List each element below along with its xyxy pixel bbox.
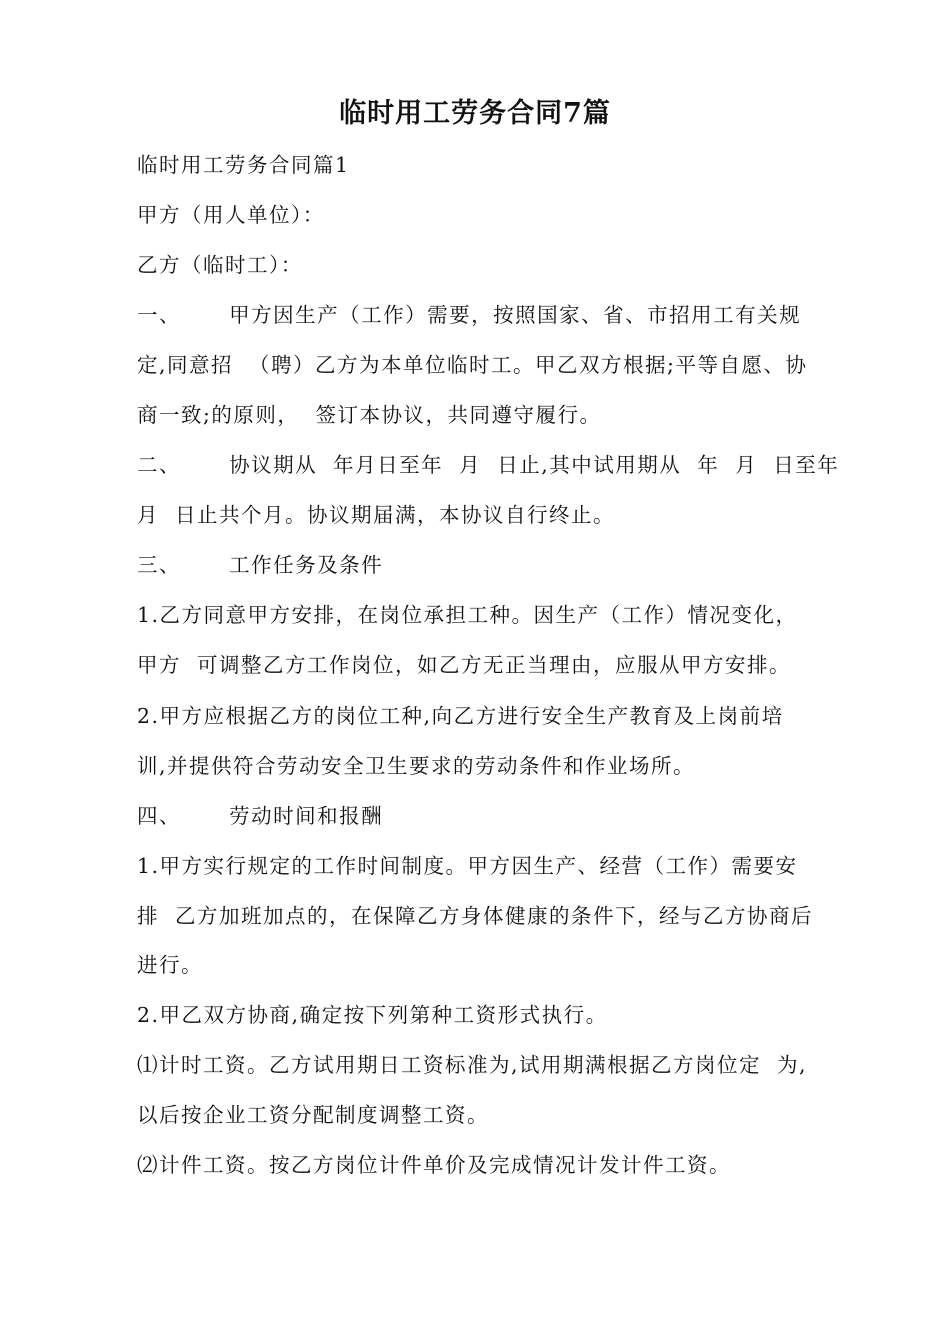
paragraph-line: 1.甲方实行规定的工作时间制度。甲方因生产、经营（工作）需要安 <box>137 854 798 878</box>
clause-heading: 三、 工作任务及条件 <box>137 553 384 577</box>
section-heading: 临时用工劳务合同篇1 <box>137 153 350 177</box>
paragraph-line: 一、 甲方因生产（工作）需要，按照国家、省、市招用工有关规 <box>137 303 802 327</box>
paragraph-line: ⑵计件工资。按乙方岗位计件单价及完成情况计发计件工资。 <box>137 1153 731 1177</box>
paragraph-line: 进行。 <box>137 953 203 977</box>
paragraph-line: 二、 协议期从 年月日至年 月 日止,其中试用期从 年 月 日至年 <box>137 453 840 477</box>
paragraph-line: 以后按企业工资分配制度调整工资。 <box>137 1103 489 1127</box>
paragraph-line: 2.甲乙双方协商,确定按下列第种工资形式执行。 <box>137 1003 608 1027</box>
clause-heading: 四、 劳动时间和报酬 <box>137 804 384 828</box>
party-a-line: 甲方（用人单位）： <box>137 203 325 227</box>
document-title: 临时用工劳务合同7篇 <box>339 98 611 129</box>
paragraph-line: 训,并提供符合劳动安全卫生要求的劳动条件和作业场所。 <box>137 754 696 778</box>
party-b-line: 乙方（临时工）： <box>137 253 303 277</box>
paragraph-line: 定,同意招 （聘）乙方为本单位临时工。甲乙双方根据;平等自愿、协 <box>137 353 808 377</box>
paragraph-line: 排 乙方加班加点的，在保障乙方身体健康的条件下，经与乙方协商后 <box>137 904 814 928</box>
paragraph-line: 商一致;的原则， 签订本协议，共同遵守履行。 <box>137 403 602 427</box>
paragraph-line: 2.甲方应根据乙方的岗位工种,向乙方进行安全生产教育及上岗前培 <box>137 704 784 728</box>
paragraph-line: 1.乙方同意甲方安排，在岗位承担工种。因生产（工作）情况变化， <box>137 603 798 627</box>
paragraph-line: 甲方 可调整乙方工作岗位，如乙方无正当理由，应服从甲方安排。 <box>137 653 792 677</box>
paragraph-line: ⑴计时工资。乙方试用期日工资标准为,试用期满根据乙方岗位定 为, <box>137 1053 808 1077</box>
paragraph-line: 月 日止共个月。协议期届满，本协议自行终止。 <box>137 503 616 527</box>
